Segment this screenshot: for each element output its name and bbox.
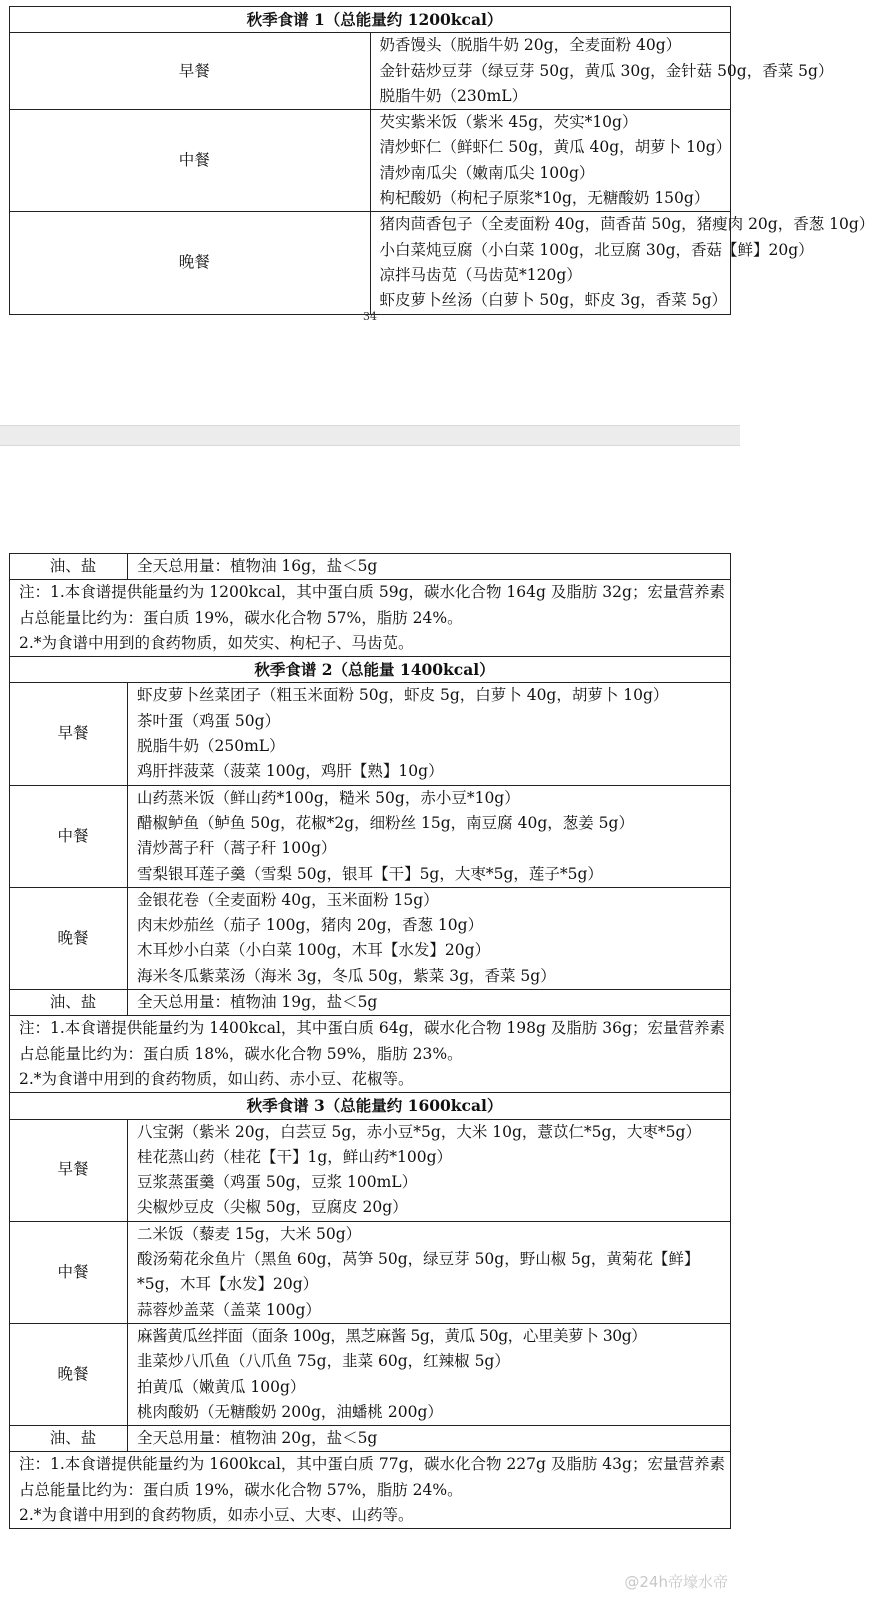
document-page-2 (0, 446, 740, 1600)
dish-item: 虾皮萝卜丝汤（白萝卜 50g，虾皮 3g，香菜 5g） (379, 291, 727, 310)
meal-items-dinner (370, 212, 874, 314)
oil-salt-label: 油、盐 (10, 1426, 128, 1452)
meal-items-dinner (128, 887, 731, 989)
dish-item: 鸡肝拌菠菜（菠菜 100g，鸡肝【熟】10g） (137, 762, 444, 781)
recipe-2-notes (10, 1016, 731, 1093)
dish-item: 猪肉茴香包子（全麦面粉 40g，茴香苗 50g，猪瘦肉 20g，香葱 10g） (379, 215, 874, 234)
oil-salt-label: 油、盐 (10, 990, 128, 1016)
recipe-3-title: 秋季食谱 3（总能量约 1600kcal） (10, 1093, 731, 1119)
dish-item: 蒜蓉炒盖菜（盖菜 100g） (137, 1300, 321, 1319)
dish-item: 醋椒鲈鱼（鲈鱼 50g，花椒*2g，细粉丝 15g，南豆腐 40g，葱姜 5g） (137, 813, 634, 832)
recipe-3-notes (10, 1452, 731, 1529)
dish-item: 芡实紫米饭（紫米 45g，芡实*10g） (379, 113, 638, 132)
meal-items-lunch (128, 1221, 731, 1323)
meal-label-lunch: 中餐 (10, 785, 128, 887)
dish-item: 二米饭（藜麦 15g，大米 50g） (137, 1224, 362, 1243)
note-line: 注：1.本食谱提供能量约为 1400kcal，其中蛋白质 64g，碳水化合物 198g 及脂肪 36g；宏量营养素占总能量比约为：蛋白质 18%，碳水化合物 59%，脂肪 23%。 (19, 1019, 725, 1063)
dish-item: 枸杞酸奶（枸杞子原浆*10g，无糖酸奶 150g） (379, 189, 710, 208)
dish-item: 拍黄瓜（嫩黄瓜 100g） (137, 1377, 306, 1396)
document-page-1 (0, 0, 874, 425)
dish-item: 酸汤菊花氽鱼片（黑鱼 60g，莴笋 50g，绿豆芽 50g，野山椒 5g，黄菊花【鲜】*5g，木耳【水发】20g） (137, 1250, 700, 1294)
note-line: 注：1.本食谱提供能量约为 1200kcal，其中蛋白质 59g，碳水化合物 164g 及脂肪 32g；宏量营养素占总能量比约为：蛋白质 19%，碳水化合物 57%，脂肪 24%。 (19, 583, 725, 627)
meal-items-dinner (128, 1323, 731, 1425)
dish-item: 雪梨银耳莲子羹（雪梨 50g，银耳【干】5g，大枣*5g，莲子*5g） (137, 864, 603, 883)
watermark: @24h帝壕水帝 (624, 1573, 728, 1591)
meal-label-dinner: 晚餐 (10, 212, 371, 314)
note-line: 注：1.本食谱提供能量约为 1600kcal，其中蛋白质 77g，碳水化合物 227g 及脂肪 43g；宏量营养素占总能量比约为：蛋白质 19%，碳水化合物 57%，脂肪 24%。 (19, 1455, 725, 1499)
recipe-tables (9, 553, 731, 1529)
dish-item: 尖椒炒豆皮（尖椒 50g，豆腐皮 20g） (137, 1198, 408, 1217)
meal-items-lunch (370, 110, 731, 212)
dish-item: 海米冬瓜紫菜汤（海米 3g，冬瓜 50g，紫菜 3g，香菜 5g） (137, 966, 556, 985)
meal-items-breakfast (128, 683, 731, 785)
dish-item: 脱脂牛奶（230mL） (379, 86, 528, 105)
page-number: 34 (363, 310, 377, 323)
dish-item: 清炒南瓜尖（嫩南瓜尖 100g） (379, 163, 595, 182)
dish-item: 木耳炒小白菜（小白菜 100g，木耳【水发】20g） (137, 941, 491, 960)
meal-label-breakfast: 早餐 (10, 1119, 128, 1221)
meal-label-breakfast: 早餐 (10, 33, 371, 110)
oil-salt-text: 全天总用量：植物油 19g，盐＜5g (128, 990, 731, 1016)
meal-items-breakfast (128, 1119, 731, 1221)
recipe-2-title: 秋季食谱 2（总能量 1400kcal） (10, 657, 731, 683)
oil-salt-text: 全天总用量：植物油 16g，盐＜5g (128, 554, 731, 580)
dish-item: 奶香馒头（脱脂牛奶 20g，全麦面粉 40g） (379, 36, 682, 55)
oil-salt-text: 全天总用量：植物油 20g，盐＜5g (128, 1426, 731, 1452)
dish-item: 金针菇炒豆芽（绿豆芽 50g，黄瓜 30g，金针菇 50g，香菜 5g） (379, 61, 834, 80)
meal-label-lunch: 中餐 (10, 1221, 128, 1323)
meal-label-breakfast: 早餐 (10, 683, 128, 785)
dish-item: 桃肉酸奶（无糖酸奶 200g，油蟠桃 200g） (137, 1402, 443, 1421)
note-line: 2.*为食谱中用到的食药物质，如芡实、枸杞子、马齿苋。 (19, 633, 414, 652)
dish-item: 山药蒸米饭（鲜山药*100g，糙米 50g，赤小豆*10g） (137, 788, 520, 807)
dish-item: 凉拌马齿苋（马齿苋*120g） (379, 265, 582, 284)
dish-item: 豆浆蒸蛋羹（鸡蛋 50g，豆浆 100mL） (137, 1173, 418, 1192)
dish-item: 韭菜炒八爪鱼（八爪鱼 75g，韭菜 60g，红辣椒 5g） (137, 1352, 510, 1371)
dish-item: 小白菜炖豆腐（小白菜 100g，北豆腐 30g，香菇【鲜】20g） (379, 240, 814, 259)
dish-item: 桂花蒸山药（桂花【干】1g，鲜山药*100g） (137, 1147, 453, 1166)
oil-salt-label: 油、盐 (10, 554, 128, 580)
page-separator (0, 425, 740, 446)
dish-item: 肉末炒茄丝（茄子 100g，猪肉 20g，香葱 10g） (137, 916, 484, 935)
recipe-1-title: 秋季食谱 1（总能量约 1200kcal） (10, 7, 731, 33)
dish-item: 清炒虾仁（鲜虾仁 50g，黄瓜 40g，胡萝卜 10g） (379, 138, 732, 157)
dish-item: 八宝粥（紫米 20g，白芸豆 5g，赤小豆*5g，大米 10g，薏苡仁*5g，大枣*5g） (137, 1122, 701, 1141)
meal-label-lunch: 中餐 (10, 110, 371, 212)
dish-item: 脱脂牛奶（250mL） (137, 737, 285, 756)
dish-item: 金银花卷（全麦面粉 40g，玉米面粉 15g） (137, 890, 439, 909)
recipe-1-table (9, 6, 874, 315)
note-line: 2.*为食谱中用到的食药物质，如山药、赤小豆、花椒等。 (19, 1069, 414, 1088)
dish-item: 茶叶蛋（鸡蛋 50g） (137, 711, 281, 730)
recipe-1-notes (10, 580, 731, 657)
meal-items-lunch (128, 785, 731, 887)
note-line: 2.*为食谱中用到的食药物质，如赤小豆、大枣、山药等。 (19, 1505, 414, 1524)
meal-label-dinner: 晚餐 (10, 887, 128, 989)
dish-item: 清炒蒿子秆（蒿子秆 100g） (137, 839, 337, 858)
meal-items-breakfast (370, 33, 834, 110)
dish-item: 麻酱黄瓜丝拌面（面条 100g，黑芝麻酱 5g，黄瓜 50g，心里美萝卜 30g） (137, 1326, 647, 1345)
meal-label-dinner: 晚餐 (10, 1323, 128, 1425)
dish-item: 虾皮萝卜丝菜团子（粗玉米面粉 50g，虾皮 5g，白萝卜 40g，胡萝卜 10g） (137, 686, 669, 705)
